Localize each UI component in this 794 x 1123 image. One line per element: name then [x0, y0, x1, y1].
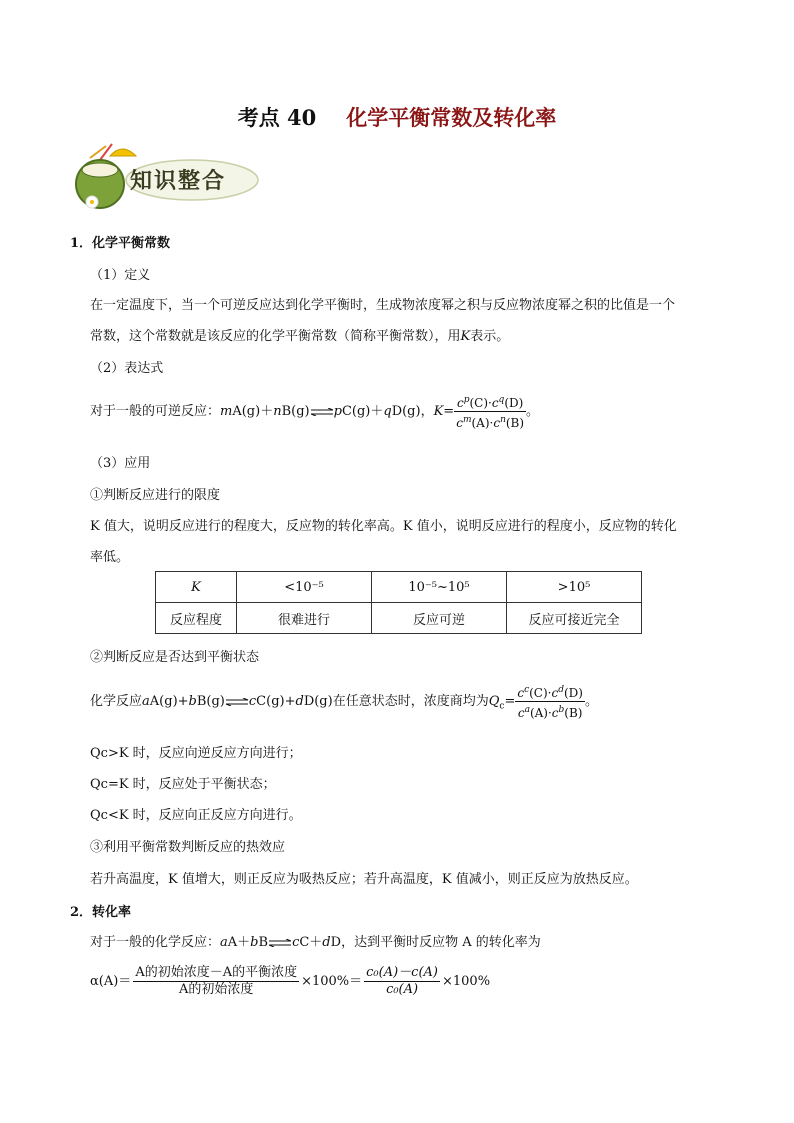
qc-equal: Qc=K 时，反应处于平衡状态；: [90, 777, 276, 792]
table-cell: 反应可逆: [372, 603, 507, 634]
table-cell: 10⁻⁵~10⁵: [372, 572, 507, 603]
application-1: ①判断反应进行的限度: [90, 488, 221, 503]
application-3: ③利用平衡常数判断反应的热效应: [90, 840, 286, 855]
topic-name: 化学平衡常数及转化率: [346, 105, 557, 130]
table-cell: 反应可接近完全: [507, 603, 642, 634]
table-cell: >10⁵: [507, 572, 642, 603]
table-cell: <10⁻⁵: [237, 572, 372, 603]
expression-label: （2）表达式: [90, 361, 164, 376]
k-degree-table: [155, 571, 642, 634]
qc-greater: Qc>K 时，反应向逆反应方向进行；: [90, 746, 302, 761]
topic-number: 考点 40: [237, 105, 317, 130]
table-cell: 很难进行: [237, 603, 372, 634]
page-title: [0, 102, 794, 132]
knowledge-banner: [72, 140, 262, 216]
definition-line-1: 在一定温度下，当一个可逆反应达到化学平衡时，生成物浓度幂之积与反应物浓度幂之积的比值是一个: [90, 298, 676, 313]
definition-label: （1）定义: [90, 268, 151, 283]
application-1-line-2: 率低。: [90, 550, 130, 565]
qc-less: Qc<K 时，反应向正反应方向进行。: [90, 808, 302, 823]
qc-expression: 化学反应aA(g)+bB(g) cC(g)+dD(g)在任意状态时，浓度商均为$Q_c=$ $\frac{c^c(C)\cdot c^d(D)}{c^a(A)\cdot c^b(B)}$ 。: [90, 682, 598, 721]
conversion-formula: α(A)＝ $\frac{\text{A的初始浓度－A的平衡浓度}}{\text{A的初始浓度}}$ ×100%＝ $\frac{\text{c₀(A)－c(A)}}{\text{c₀(A)}}$ ×100%: [90, 965, 491, 997]
definition-line-2: 常数，这个常数就是该反应的化学平衡常数（简称平衡常数），用K表示。: [90, 329, 510, 344]
banner-text: 知识整合: [130, 169, 227, 194]
application-2: ②判断反应是否达到平衡状态: [90, 650, 260, 665]
table-row: [156, 603, 642, 634]
table-cell: 反应程度: [156, 603, 237, 634]
table-row: [156, 572, 642, 603]
table-cell: K: [156, 572, 237, 603]
conversion-intro: 对于一般的化学反应：aA＋bB cC＋dD，达到平衡时反应物 A 的转化率为: [90, 935, 541, 950]
application-3-line: 若升高温度，K 值增大，则正反应为吸热反应；若升高温度，K 值减小，则正反应为放热反应。: [90, 872, 638, 887]
k-expression: 对于一般的可逆反应：mA(g)＋nB(g) pC(g)＋qD(g)，K= $\frac{c^p(C)\cdot c^q(D)}{c^m(A)\cdot c^n(B)}$ 。: [90, 392, 539, 431]
section-2-heading: 2．转化率: [70, 905, 132, 920]
application-label: （3）应用: [90, 456, 151, 471]
application-1-line-1: K 值大，说明反应进行的程度大，反应物的转化率高。K 值小，说明反应进行的程度小，反应物的转化: [90, 519, 677, 534]
section-1-heading: 1．化学平衡常数: [70, 236, 171, 251]
